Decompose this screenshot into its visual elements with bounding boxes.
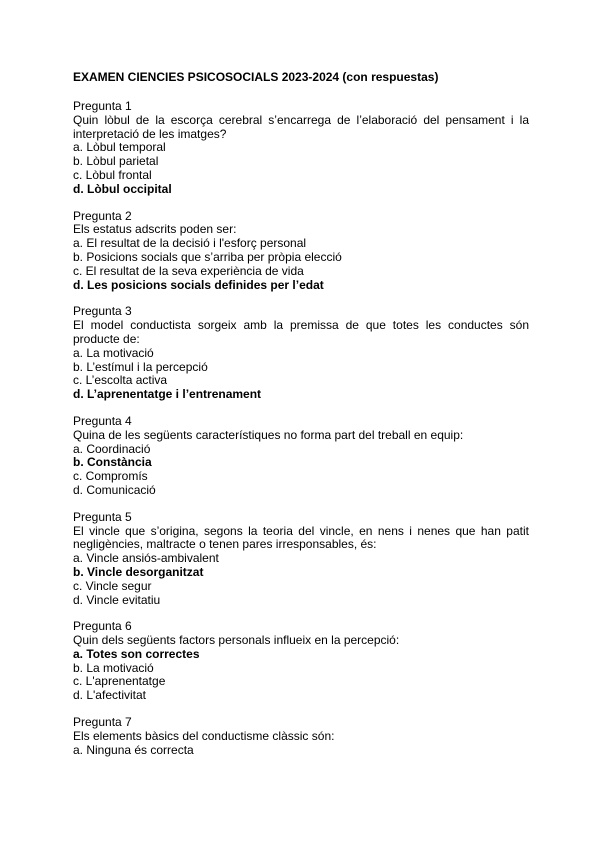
question-text: El model conductista sorgeix amb la premissa de que totes les conductes són producte de: (73, 318, 529, 346)
question-text: Quina de les següents característiques no forma part del treball en equip: (73, 427, 464, 442)
answer-option: c. Vincle segur (73, 578, 152, 593)
question-1 (73, 100, 529, 197)
answer-option: b. La motivació (73, 660, 154, 675)
answer-option: c. L’escolta activa (73, 373, 168, 388)
question-label: Pregunta 2 (73, 208, 132, 223)
answer-option: b. Posicions socials que s’arriba per pròpia elecció (73, 249, 342, 264)
question-text: Els elements bàsics del conductisme clàssic són: (73, 728, 335, 743)
question-7 (73, 716, 529, 757)
question-label: Pregunta 6 (73, 619, 132, 634)
document-title: EXAMEN CIENCIES PSICOSOCIALS 2023-2024 (con respuestas) (73, 70, 439, 84)
question-text: El vincle que s’origina, segons la teoria del vincle, en nens i nenes que han patit negligències, maltracte o tenen pares irresponsables, és: (73, 523, 529, 552)
correct-answer-option: b. Vincle desorganitzat (73, 564, 204, 579)
correct-answer-option: b. Constància (73, 455, 152, 470)
answer-option: d. Comunicació (73, 482, 156, 497)
question-4 (73, 415, 529, 498)
answer-option: a. La motivació (73, 345, 154, 360)
question-6 (73, 620, 529, 703)
question-text: Quin lòbul de la escorça cerebral s’encarrega de l’elaboració del pensament i la interpretació de les imatges? (73, 112, 529, 141)
correct-answer-option: a. Totes son correctes (73, 646, 200, 661)
answer-option: a. Vincle ansiós-ambivalent (73, 551, 219, 566)
correct-answer-option: d. L’aprenentatge i l’entrenament (73, 387, 262, 402)
question-label: Pregunta 3 (73, 304, 132, 319)
answer-option: d. L'afectivitat (73, 688, 146, 703)
question-3 (73, 305, 529, 402)
answer-option: c. El resultat de la seva experiència de vida (73, 263, 304, 278)
answer-option: c. Compromís (73, 469, 148, 484)
correct-answer-option: d. Lòbul occipital (73, 181, 172, 196)
document-page (73, 70, 529, 770)
answer-option: b. L’estímul i la percepció (73, 359, 208, 374)
answer-option: c. L'aprenentatge (73, 674, 166, 689)
answer-option: c. Lòbul frontal (73, 167, 152, 182)
question-label: Pregunta 1 (73, 99, 132, 113)
question-text: Quin dels següents factors personals influeix en la percepció: (73, 633, 400, 648)
answer-option: a. Coordinació (73, 441, 151, 456)
question-2 (73, 210, 529, 293)
answer-option: b. Lòbul parietal (73, 154, 159, 169)
answer-option: a. Ninguna és correcta (73, 742, 194, 757)
correct-answer-option: d. Les posicions socials definides per l’edat (73, 277, 324, 292)
answer-option: a. El resultat de la decisió i l'esforç personal (73, 236, 307, 251)
answer-option: a. Lòbul temporal (73, 140, 166, 155)
question-5 (73, 511, 529, 608)
question-label: Pregunta 7 (73, 715, 132, 730)
question-text: Els estatus adscrits poden ser: (73, 222, 237, 237)
question-label: Pregunta 4 (73, 413, 132, 428)
answer-option: d. Vincle evitatiu (73, 592, 161, 607)
question-label: Pregunta 5 (73, 509, 132, 524)
